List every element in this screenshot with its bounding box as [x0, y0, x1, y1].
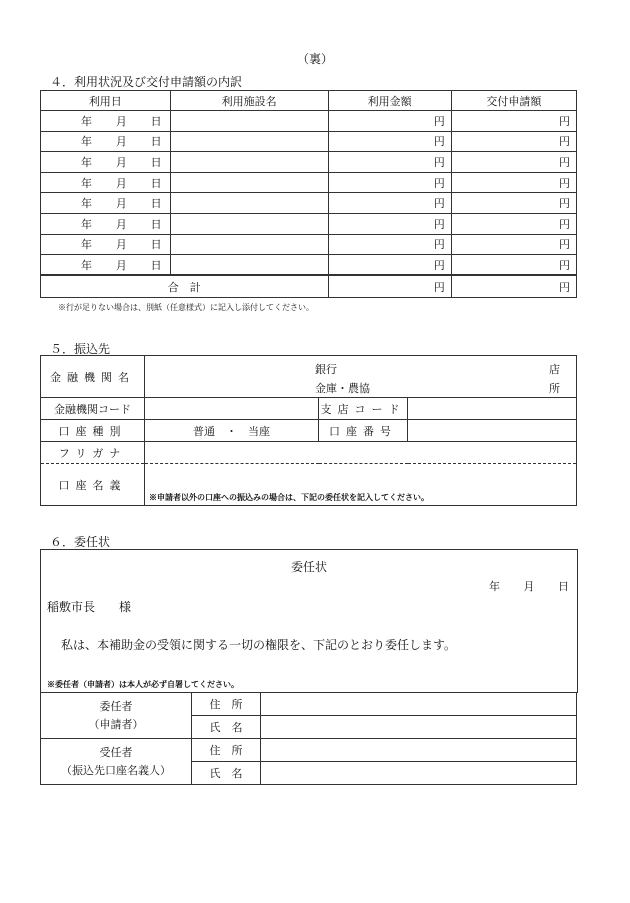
date-year: 年	[81, 114, 92, 128]
date-day: 日	[150, 217, 162, 231]
usage-row	[41, 172, 577, 193]
date-month: 月	[115, 176, 127, 190]
usage-row	[41, 131, 577, 152]
date-day: 日	[150, 114, 162, 128]
proxy-date-day: 日	[558, 580, 569, 593]
proxy-addressee: 稲敷市長 様	[47, 600, 132, 614]
usage-facility-cell[interactable]	[170, 111, 328, 132]
delegatee-name-field[interactable]	[261, 762, 577, 785]
date-day: 日	[150, 155, 162, 169]
usage-row	[41, 213, 577, 234]
usage-amount-cell[interactable]: 円	[328, 152, 451, 173]
date-year: 年	[81, 155, 92, 169]
usage-amount-cell[interactable]: 円	[328, 255, 451, 276]
usage-grant-cell[interactable]: 円	[451, 172, 576, 193]
delegatee-sublabel: （振込先口座名義人）	[61, 763, 171, 777]
delegator-address-field[interactable]	[261, 693, 577, 716]
date-year: 年	[81, 217, 92, 231]
date-year: 年	[81, 197, 92, 211]
branch-code-label: 支店コード	[319, 398, 408, 420]
bank-table	[40, 355, 577, 506]
proxy-title: 委任状	[290, 560, 327, 574]
bank-code-field[interactable]	[145, 398, 319, 420]
proxy-note: ※委任者（申請者）は本人が必ず自署してください。	[47, 679, 239, 689]
date-year: 年	[81, 238, 92, 252]
col-header-facility: 利用施設名	[170, 91, 328, 111]
delegatee-label: 受任者	[99, 745, 133, 759]
col-header-amount: 利用金額	[328, 91, 451, 111]
account-type-value[interactable]: 普通 ・ 当座	[145, 420, 319, 442]
branch-code-field[interactable]	[408, 398, 577, 420]
proxy-date-year: 年	[489, 580, 500, 593]
date-month: 月	[115, 135, 127, 149]
usage-row	[41, 111, 577, 132]
proxy-body: 私は、本補助金の受領に関する一切の権限を、下記のとおり委任します。	[61, 638, 457, 652]
bank-option: 銀行	[315, 363, 337, 376]
date-month: 月	[115, 258, 127, 272]
usage-facility-cell[interactable]	[170, 234, 328, 255]
col-header-grant: 交付申請額	[451, 91, 576, 111]
account-holder-field[interactable]	[145, 464, 577, 506]
usage-date-cell[interactable]	[41, 213, 171, 234]
delegatee-address-label: 住 所	[192, 739, 261, 762]
proxy-table	[40, 692, 577, 785]
section-5-heading: ５．振込先	[50, 342, 111, 356]
furigana-field[interactable]	[145, 442, 577, 464]
date-day: 日	[150, 176, 162, 190]
delegator-name-label: 氏 名	[192, 716, 261, 739]
proxy-box	[40, 549, 578, 693]
usage-amount-cell[interactable]: 円	[328, 131, 451, 152]
col-header-date: 利用日	[41, 91, 171, 111]
section-4-note: ※行が足りない場合は、別紙（任意様式）に記入し添付してください。	[58, 303, 314, 312]
branch-option: 店	[549, 363, 560, 376]
delegator-name-field[interactable]	[261, 716, 577, 739]
account-type-label: 口座種別	[41, 420, 145, 442]
bank-name-label: 金融機関名	[41, 356, 145, 398]
page-label: （裏）	[296, 52, 333, 66]
delegator-address-label: 住 所	[192, 693, 261, 716]
delegator-sublabel: （申請者）	[88, 717, 144, 731]
delegatee-address-field[interactable]	[261, 739, 577, 762]
date-month: 月	[115, 114, 127, 128]
usage-grant-cell[interactable]: 円	[451, 213, 576, 234]
section-4-heading: ４．利用状況及び交付申請額の内訳	[50, 75, 243, 89]
account-number-label: 口座番号	[319, 420, 408, 442]
account-number-field[interactable]	[408, 420, 577, 442]
date-day: 日	[150, 197, 162, 211]
usage-grant-cell[interactable]: 円	[451, 131, 576, 152]
date-year: 年	[81, 176, 92, 190]
usage-date-cell[interactable]	[41, 193, 171, 214]
usage-grant-cell[interactable]: 円	[451, 111, 576, 132]
usage-table	[40, 90, 577, 298]
date-year: 年	[81, 135, 92, 149]
usage-grant-cell[interactable]: 円	[451, 234, 576, 255]
account-holder-note: ※申請者以外の口座への振込みの場合は、下記の委任状を記入してください。	[149, 492, 429, 502]
usage-facility-cell[interactable]	[170, 152, 328, 173]
bank-code-label: 金融機関コード	[41, 398, 145, 420]
usage-date-cell[interactable]	[41, 152, 171, 173]
usage-amount-cell[interactable]: 円	[328, 213, 451, 234]
date-year: 年	[81, 258, 92, 272]
usage-grant-cell[interactable]: 円	[451, 193, 576, 214]
section-6-heading: ６．委任状	[50, 535, 111, 549]
bank-name-field[interactable]	[145, 356, 577, 398]
date-month: 月	[115, 197, 127, 211]
usage-row	[41, 152, 577, 173]
usage-row	[41, 234, 577, 255]
date-month: 月	[115, 238, 127, 252]
usage-date-cell[interactable]	[41, 172, 171, 193]
proxy-date-month: 月	[523, 580, 535, 593]
usage-facility-cell[interactable]	[170, 131, 328, 152]
delegatee-cell	[41, 739, 192, 785]
usage-grant-cell[interactable]: 円	[451, 152, 576, 173]
usage-facility-cell[interactable]	[170, 172, 328, 193]
usage-date-cell[interactable]	[41, 234, 171, 255]
usage-date-cell[interactable]	[41, 131, 171, 152]
office-option: 所	[549, 382, 560, 395]
usage-date-cell[interactable]	[41, 255, 171, 276]
delegator-label: 委任者	[99, 699, 133, 713]
credit-union-option: 金庫・農協	[315, 382, 370, 395]
date-day: 日	[150, 258, 162, 272]
usage-amount-cell[interactable]: 円	[328, 111, 451, 132]
total-grant[interactable]: 円	[451, 275, 576, 297]
usage-grant-cell[interactable]: 円	[451, 255, 576, 276]
total-amount[interactable]: 円	[328, 275, 451, 297]
usage-row	[41, 255, 577, 276]
date-month: 月	[115, 217, 127, 231]
usage-facility-cell[interactable]	[170, 213, 328, 234]
usage-amount-cell[interactable]: 円	[328, 193, 451, 214]
usage-date-cell[interactable]	[41, 111, 171, 132]
delegatee-name-label: 氏 名	[192, 762, 261, 785]
proxy-date[interactable]	[489, 578, 569, 594]
total-label: 合 計	[41, 275, 329, 297]
usage-facility-cell[interactable]	[170, 193, 328, 214]
date-month: 月	[115, 155, 127, 169]
usage-amount-cell[interactable]: 円	[328, 172, 451, 193]
usage-facility-cell[interactable]	[170, 255, 328, 276]
usage-amount-cell[interactable]: 円	[328, 234, 451, 255]
delegator-cell	[41, 693, 192, 739]
furigana-label: フリガナ	[41, 442, 145, 464]
usage-row	[41, 193, 577, 214]
date-day: 日	[150, 135, 162, 149]
date-day: 日	[150, 238, 162, 252]
account-holder-label: 口座名義	[41, 464, 145, 506]
